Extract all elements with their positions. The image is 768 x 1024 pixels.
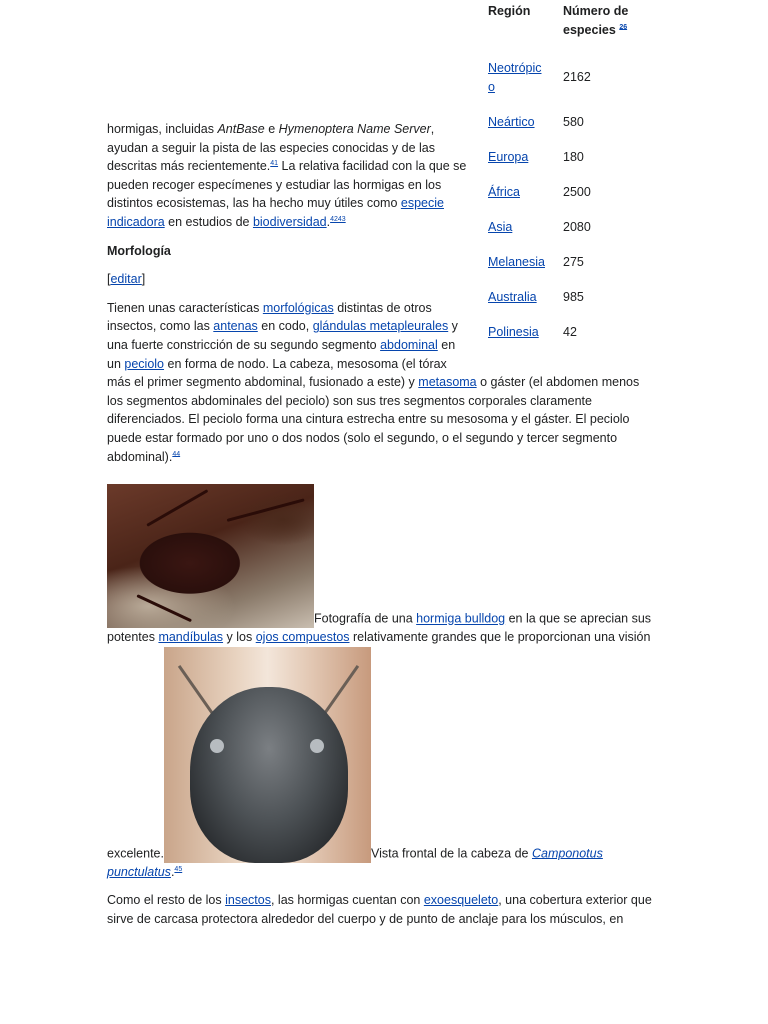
especie-indicadora-link[interactable]: especie indicadora <box>107 196 444 229</box>
table-row <box>488 253 658 288</box>
reference-link[interactable]: 44 <box>172 450 181 458</box>
region-link[interactable]: Polinesia <box>488 325 539 340</box>
table-row <box>488 113 658 148</box>
reference-link[interactable]: 45 <box>174 865 183 873</box>
table-row <box>488 288 658 323</box>
figure-paragraph: Fotografía de una hormiga bulldog en la que se aprecian sus potentes mandíbulas y los ojos compuestos relativamente grandes que le proporcionan una visión excelente. Vista frontal de la cabeza de Camponotus punctulatus.$^{45}$ <box>107 484 657 881</box>
table-row <box>488 59 658 113</box>
hormiga-bulldog-link[interactable]: hormiga bulldog <box>416 611 506 626</box>
region-link[interactable]: Melanesia <box>488 255 545 270</box>
insectos-link[interactable]: insectos <box>225 893 271 908</box>
glandulas-link[interactable]: glándulas metapleurales <box>312 319 449 334</box>
table-header-row <box>488 0 658 41</box>
exoskeleton-paragraph: Como el resto de los insectos, las hormigas cuentan con exoesqueleto, una cobertura exterior que sirve de carcasa protectora alrededor del cuerpo y de punto de anclaje para los músculos, en <box>107 893 652 926</box>
species-count: 2500 <box>563 185 591 200</box>
species-by-region-table-box <box>488 0 658 358</box>
header-region: Región <box>488 4 531 18</box>
biodiversidad-link[interactable]: biodiversidad <box>252 214 327 229</box>
region-link[interactable]: Europa <box>488 150 529 165</box>
header-species-count: Número de especies $^{26}$ <box>563 4 629 37</box>
ojos-compuestos-link[interactable]: ojos compuestos <box>255 630 350 645</box>
species-count: 42 <box>563 325 577 340</box>
bulldog-ant-photo[interactable] <box>107 484 314 628</box>
table-row <box>488 218 658 253</box>
mandibulas-link[interactable]: mandíbulas <box>158 630 224 645</box>
section-heading-morfologia: Morfología <box>107 243 171 258</box>
metasoma-link[interactable]: metasoma <box>418 375 477 390</box>
species-count: 275 <box>563 255 584 270</box>
camponotus-link[interactable]: Camponotus punctulatus <box>107 846 603 879</box>
exoesqueleto-link[interactable]: exoesqueleto <box>423 893 499 908</box>
region-link[interactable]: Neártico <box>488 115 535 130</box>
table-row <box>488 148 658 183</box>
region-link[interactable]: Australia <box>488 290 537 305</box>
camponotus-head-photo[interactable] <box>164 647 371 863</box>
region-link[interactable]: Asia <box>488 220 513 235</box>
edit-link[interactable]: editar <box>110 272 142 287</box>
antenas-link[interactable]: antenas <box>213 319 258 334</box>
reference-link[interactable]: 4243 <box>330 215 346 223</box>
table-row <box>488 183 658 218</box>
morphology-paragraph: Tienen unas características morfológicas distintas de otros insectos, como las antenas en codo, glándulas metapleurales y una fuerte constricción de su segundo segmento abdominal en un peciolo en forma de nodo. La cabeza, mesosoma (el tórax más el primer segmento abdominal, fusionado a este) y metasoma o gáster (el abdomen menos los segmentos abdominales del peciolo) son sus tres segmentos corporales claramente diferenciados. El peciolo forma una cintura estrecha entre su mesosoma y el gáster. El peciolo puede estar formado por uno o dos nodos (solo el segundo, o el segundo y tercer segmento abdominal).$^{44}$ <box>107 300 640 464</box>
species-by-region-table <box>488 0 658 358</box>
region-link[interactable]: África <box>488 185 520 200</box>
species-count: 985 <box>563 290 584 305</box>
species-count: 2162 <box>563 70 591 85</box>
region-link[interactable]: Neotrópico <box>488 61 542 94</box>
abdominal-link[interactable]: abdominal <box>380 337 438 352</box>
reference-link[interactable]: 41 <box>270 160 279 168</box>
peciolo-link[interactable]: peciolo <box>124 356 165 371</box>
article-body <box>107 0 657 928</box>
edit-section: [editar] <box>107 272 146 287</box>
intro-paragraph: hormigas, incluidas AntBase e Hymenoptera Name Server, ayudan a seguir la pista de las especies conocidas y de las descritas más recientemente.$^{41}$ La relativa facilidad con la que se pueden recoger especímenes y estudiar las hormigas en los distintos ecosistemas, las ha hecho muy útiles como especie indicadora en estudios de biodiversidad.$^{4243}$ <box>107 122 467 229</box>
species-count: 580 <box>563 115 584 130</box>
morfologicas-link[interactable]: morfológicas <box>262 300 334 315</box>
species-count: 2080 <box>563 220 591 235</box>
species-count: 180 <box>563 150 584 165</box>
table-row <box>488 323 658 358</box>
reference-link[interactable]: 26 <box>619 23 628 31</box>
